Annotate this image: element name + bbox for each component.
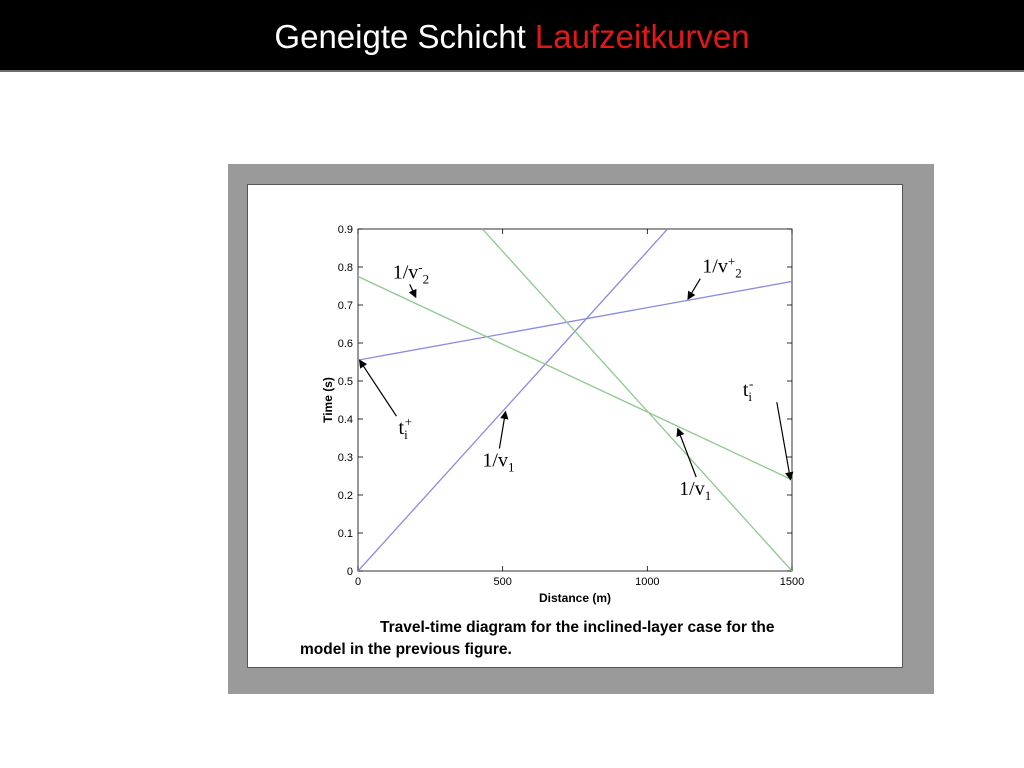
- slide-title-part2: Laufzeitkurven: [534, 18, 750, 55]
- y-axis-label: Time (s): [321, 377, 335, 423]
- y-tick-label: 0.5: [337, 376, 353, 388]
- slide-title-part1: Geneigte Schicht: [274, 18, 526, 55]
- y-tick-label: 0.2: [337, 490, 353, 502]
- y-tick-label: 0.7: [337, 300, 353, 312]
- annotation-label-3: $t_i+$: [398, 414, 413, 443]
- y-tick-label: 0.9: [337, 224, 353, 236]
- x-axis-label: Distance (m): [538, 591, 612, 605]
- travel-time-chart: [248, 185, 904, 669]
- y-tick-label: 0.6: [337, 338, 353, 350]
- x-tick-label: 1000: [635, 576, 660, 588]
- annotation-label-1: $1/v^-_2$: [392, 259, 430, 287]
- y-tick-label: 0.3: [337, 452, 353, 464]
- y-tick-label: 0.1: [337, 528, 353, 540]
- figure-frame: [247, 184, 903, 668]
- annotation-label-5: $1/v_1$: [482, 449, 515, 475]
- annotation-label-2: $1/v^+_2$: [702, 253, 742, 281]
- x-tick-label: 1500: [779, 576, 805, 588]
- y-tick-label: 0.4: [337, 414, 353, 426]
- slide-title-bar: [0, 0, 1024, 72]
- y-tick-label: 0.8: [337, 262, 353, 274]
- figure-caption: Travel-time diagram for the inclined-layer case for the model in the previous figure.: [300, 619, 775, 658]
- annotation-label-6: $1/v_1$: [679, 478, 712, 503]
- slide-title: [274, 17, 749, 57]
- x-tick-label: 500: [493, 576, 512, 588]
- y-tick-label: 0: [346, 566, 353, 578]
- x-tick-label: 0: [354, 576, 362, 588]
- annotation-label-4: $t_i-$: [742, 376, 754, 405]
